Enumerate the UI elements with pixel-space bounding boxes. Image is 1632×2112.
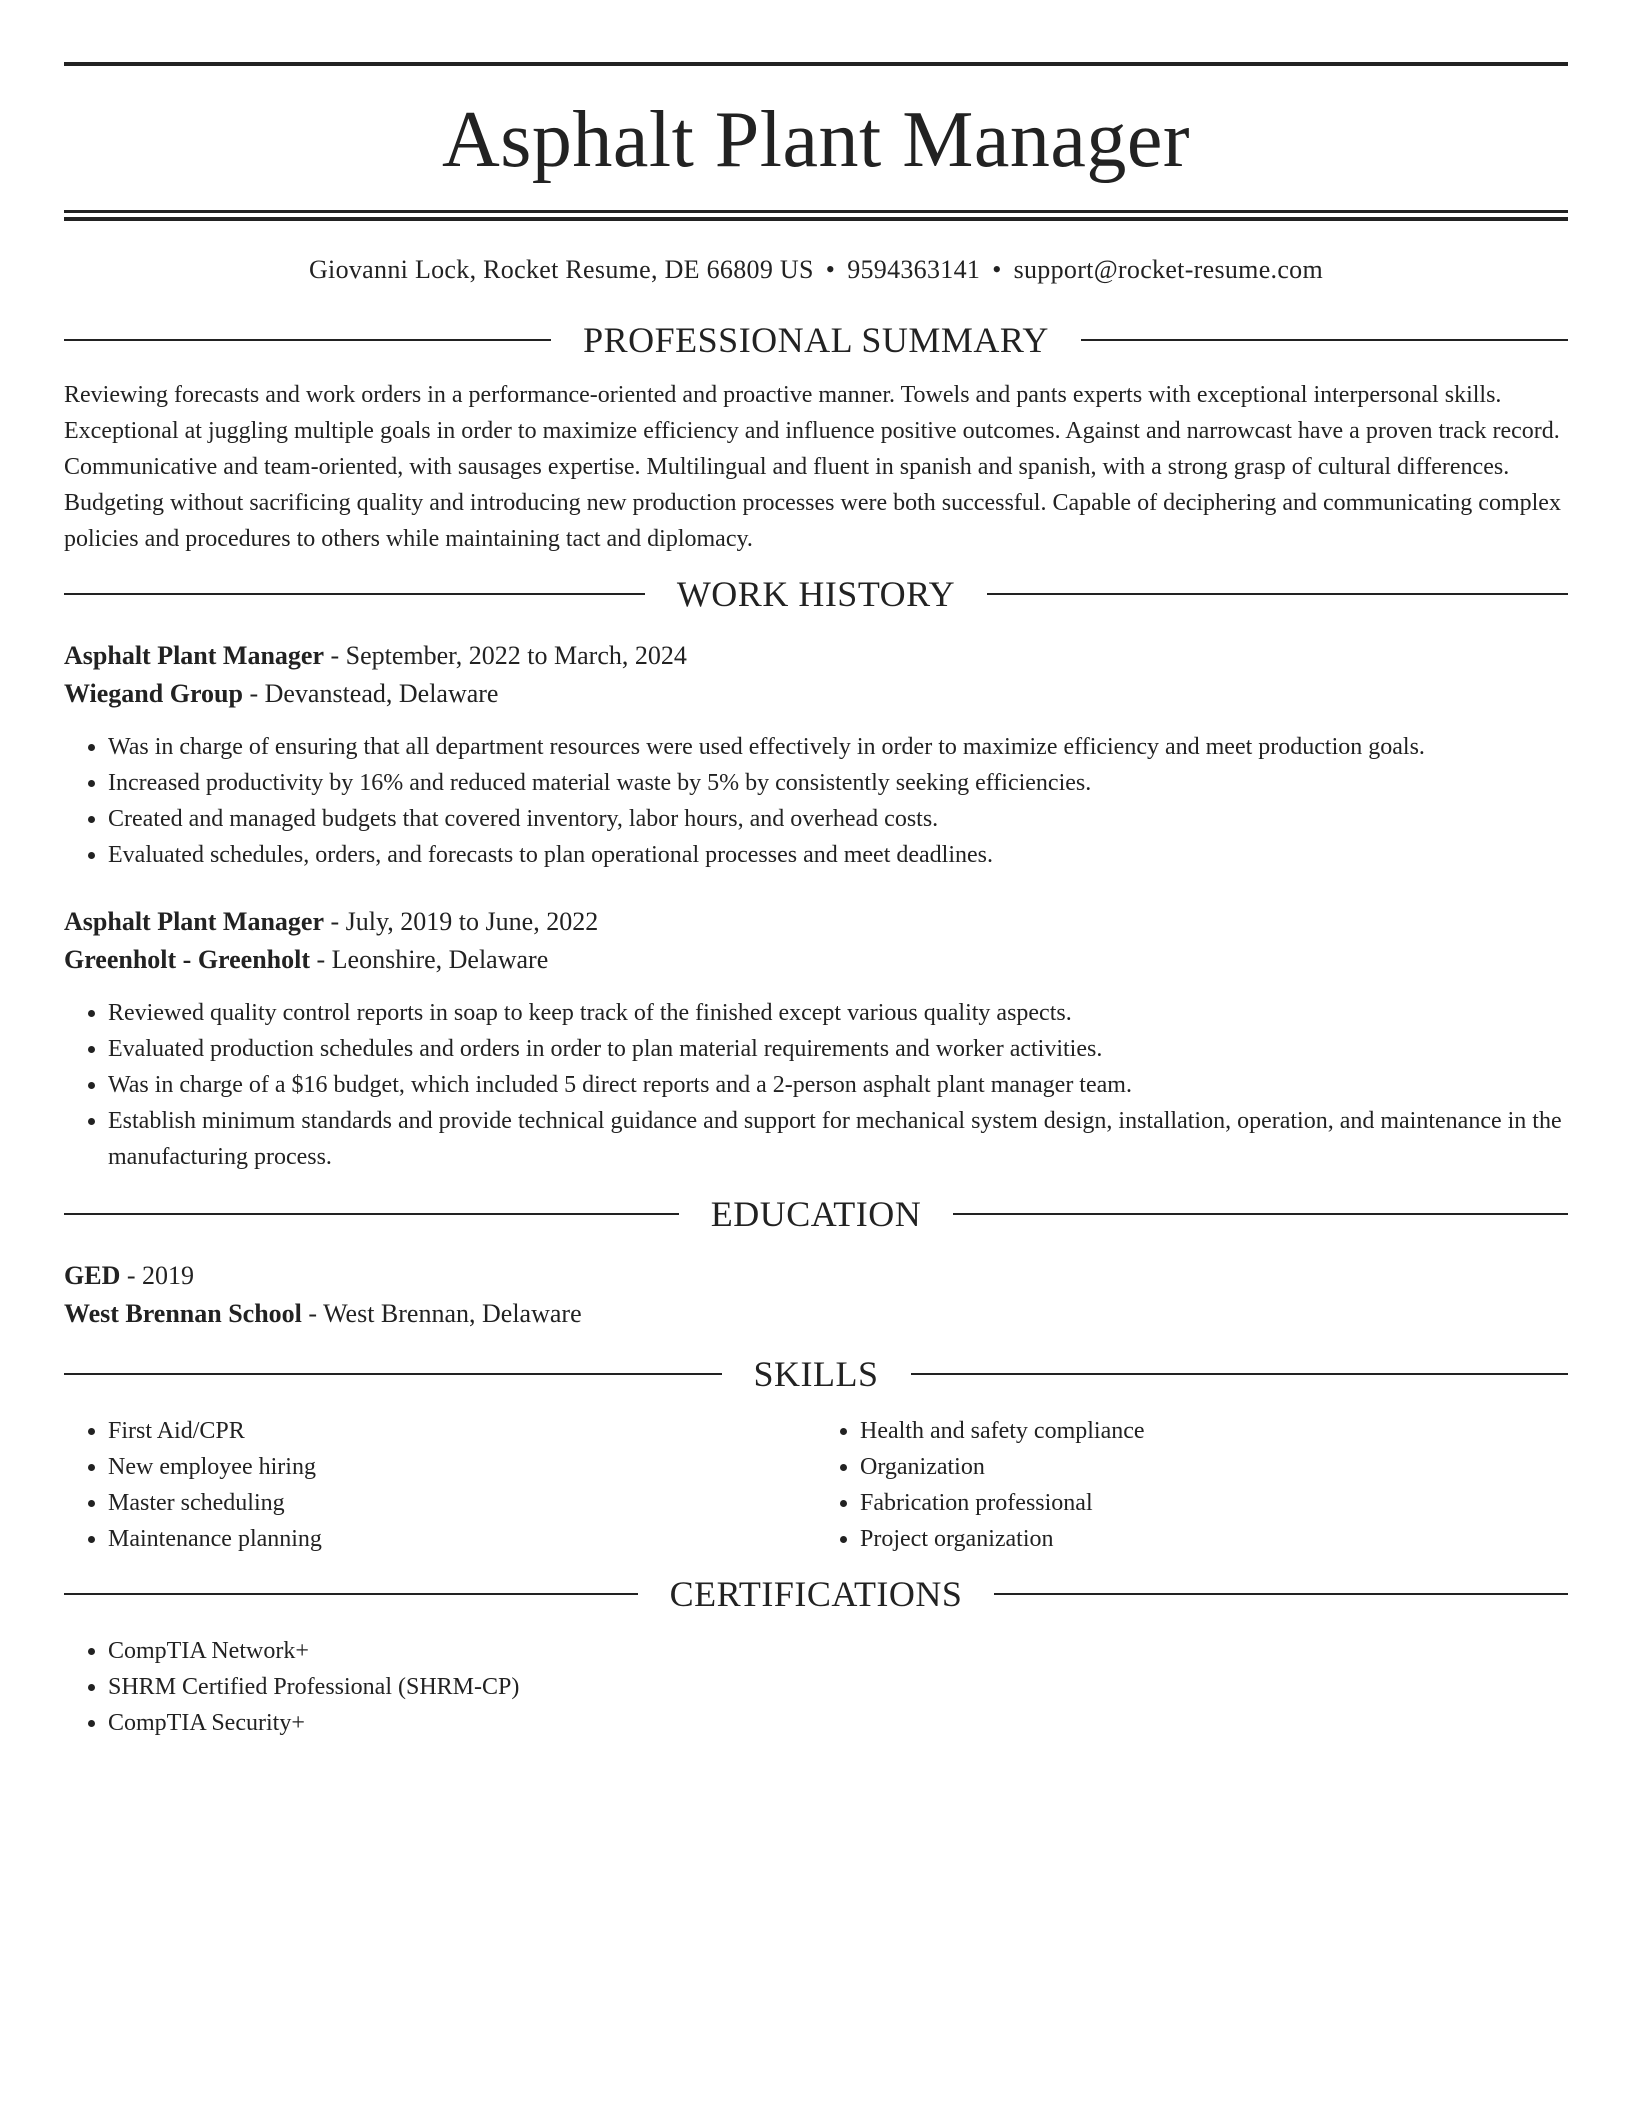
list-item: • Was in charge of a $16 budget, which included 5 direct reports and a 2-person asphalt plant manager team. bbox=[108, 1067, 1568, 1103]
list-item: • Organization bbox=[860, 1449, 1568, 1485]
contact-line bbox=[64, 255, 1568, 285]
job-location: - Leonshire, Delaware bbox=[310, 945, 549, 974]
list-item: • Was in charge of ensuring that all department resources were used effectively in order to maximize efficiency and meet production goals. bbox=[108, 729, 1568, 765]
list-item: • Health and safety compliance bbox=[860, 1413, 1568, 1449]
section-title: EDUCATION bbox=[710, 1194, 922, 1234]
education-year: - 2019 bbox=[120, 1261, 195, 1290]
education-degree-line bbox=[64, 1257, 1568, 1295]
job-bullets bbox=[64, 729, 1568, 873]
list-item: • Project organization bbox=[860, 1521, 1568, 1557]
education-location: - West Brennan, Delaware bbox=[301, 1299, 582, 1328]
job-dates: - September, 2022 to March, 2024 bbox=[324, 641, 687, 670]
list-item: • Evaluated schedules, orders, and forecasts to plan operational processes and meet deadlines. bbox=[108, 837, 1568, 873]
heading-rule bbox=[911, 1373, 1569, 1375]
heading-rule bbox=[64, 339, 551, 341]
job-company: Greenholt - Greenholt bbox=[64, 945, 311, 974]
job-entry bbox=[64, 903, 1568, 1175]
heading-rule bbox=[64, 1373, 722, 1375]
job-title: Asphalt Plant Manager bbox=[64, 907, 324, 936]
job-title-line bbox=[64, 637, 1568, 675]
list-item: • Fabrication professional bbox=[860, 1485, 1568, 1521]
contact-email: support@rocket-resume.com bbox=[1013, 255, 1324, 284]
skills-column-left bbox=[64, 1413, 816, 1557]
section-heading-certifications bbox=[64, 1573, 1568, 1615]
section-heading-skills bbox=[64, 1353, 1568, 1395]
list-item: • Reviewed quality control reports in soap to keep track of the finished except various quality aspects. bbox=[108, 995, 1568, 1031]
list-item: • Increased productivity by 16% and reduced material waste by 5% by consistently seeking efficiencies. bbox=[108, 765, 1568, 801]
education-school: West Brennan School bbox=[64, 1299, 302, 1328]
list-item: • SHRM Certified Professional (SHRM-CP) bbox=[108, 1669, 1568, 1705]
section-title: CERTIFICATIONS bbox=[669, 1574, 963, 1614]
section-heading-summary bbox=[64, 319, 1568, 361]
list-item: • Master scheduling bbox=[108, 1485, 816, 1521]
list-item: • Maintenance planning bbox=[108, 1521, 816, 1557]
heading-rule bbox=[994, 1593, 1568, 1595]
heading-rule bbox=[64, 1593, 638, 1595]
job-dates: - July, 2019 to June, 2022 bbox=[324, 907, 599, 936]
job-title-line bbox=[64, 903, 1568, 941]
list-item: • Evaluated production schedules and orders in order to plan material requirements and worker activities. bbox=[108, 1031, 1568, 1067]
job-company-line bbox=[64, 941, 1568, 979]
list-item: • First Aid/CPR bbox=[108, 1413, 816, 1449]
contact-phone: 9594363141 bbox=[847, 255, 981, 284]
list-item: • Created and managed budgets that covered inventory, labor hours, and overhead costs. bbox=[108, 801, 1568, 837]
section-heading-education bbox=[64, 1193, 1568, 1235]
education-degree: GED bbox=[64, 1261, 121, 1290]
section-title: PROFESSIONAL SUMMARY bbox=[583, 320, 1049, 360]
certifications-list bbox=[64, 1633, 1568, 1741]
section-heading-work-history bbox=[64, 573, 1568, 615]
heading-rule bbox=[64, 593, 645, 595]
job-company: Wiegand Group bbox=[64, 679, 243, 708]
contact-separator: • bbox=[992, 255, 1002, 284]
job-title: Asphalt Plant Manager bbox=[64, 641, 324, 670]
list-item: • Establish minimum standards and provide technical guidance and support for mechanical system design, installation, operation, and maintenance in the manufacturing process. bbox=[108, 1103, 1568, 1175]
heading-rule bbox=[953, 1213, 1568, 1215]
contact-separator: • bbox=[825, 255, 836, 284]
summary-text: Reviewing forecasts and work orders in a performance-oriented and proactive manner. Towels and pants experts with exceptional interpersonal skills. Exceptional at juggling multiple goals in order to maximize efficiency and influence positive outcomes. Against and narrowcast have a proven track record. Communicative and team-oriented, with sausages expertise. Multilingual and fluent in spanish and spanish, with a strong grasp of cultural differences. Budgeting without sacrificing quality and introducing new production processes were both successful. Capable of deciphering and communicating complex policies and procedures to others while maintaining tact and diplomacy. bbox=[64, 382, 1561, 552]
education-entry bbox=[64, 1257, 1568, 1333]
top-rule bbox=[64, 62, 1568, 66]
title-double-rule bbox=[64, 210, 1568, 221]
resume-title: Asphalt Plant Manager bbox=[441, 96, 1191, 184]
skills-column-right bbox=[816, 1413, 1568, 1557]
list-item: • CompTIA Security+ bbox=[108, 1705, 1568, 1741]
contact-address: Giovanni Lock, Rocket Resume, DE 66809 US bbox=[308, 255, 814, 284]
section-title: SKILLS bbox=[753, 1354, 879, 1394]
job-bullets bbox=[64, 995, 1568, 1175]
job-company-line bbox=[64, 675, 1568, 713]
skills-grid bbox=[64, 1413, 1568, 1557]
education-school-line bbox=[64, 1295, 1568, 1333]
list-item: • New employee hiring bbox=[108, 1449, 816, 1485]
heading-rule bbox=[1081, 339, 1568, 341]
list-item: • CompTIA Network+ bbox=[108, 1633, 1568, 1669]
job-location: - Devanstead, Delaware bbox=[242, 679, 499, 708]
heading-rule bbox=[987, 593, 1568, 595]
job-entry bbox=[64, 637, 1568, 873]
section-title: WORK HISTORY bbox=[676, 574, 956, 614]
heading-rule bbox=[64, 1213, 679, 1215]
